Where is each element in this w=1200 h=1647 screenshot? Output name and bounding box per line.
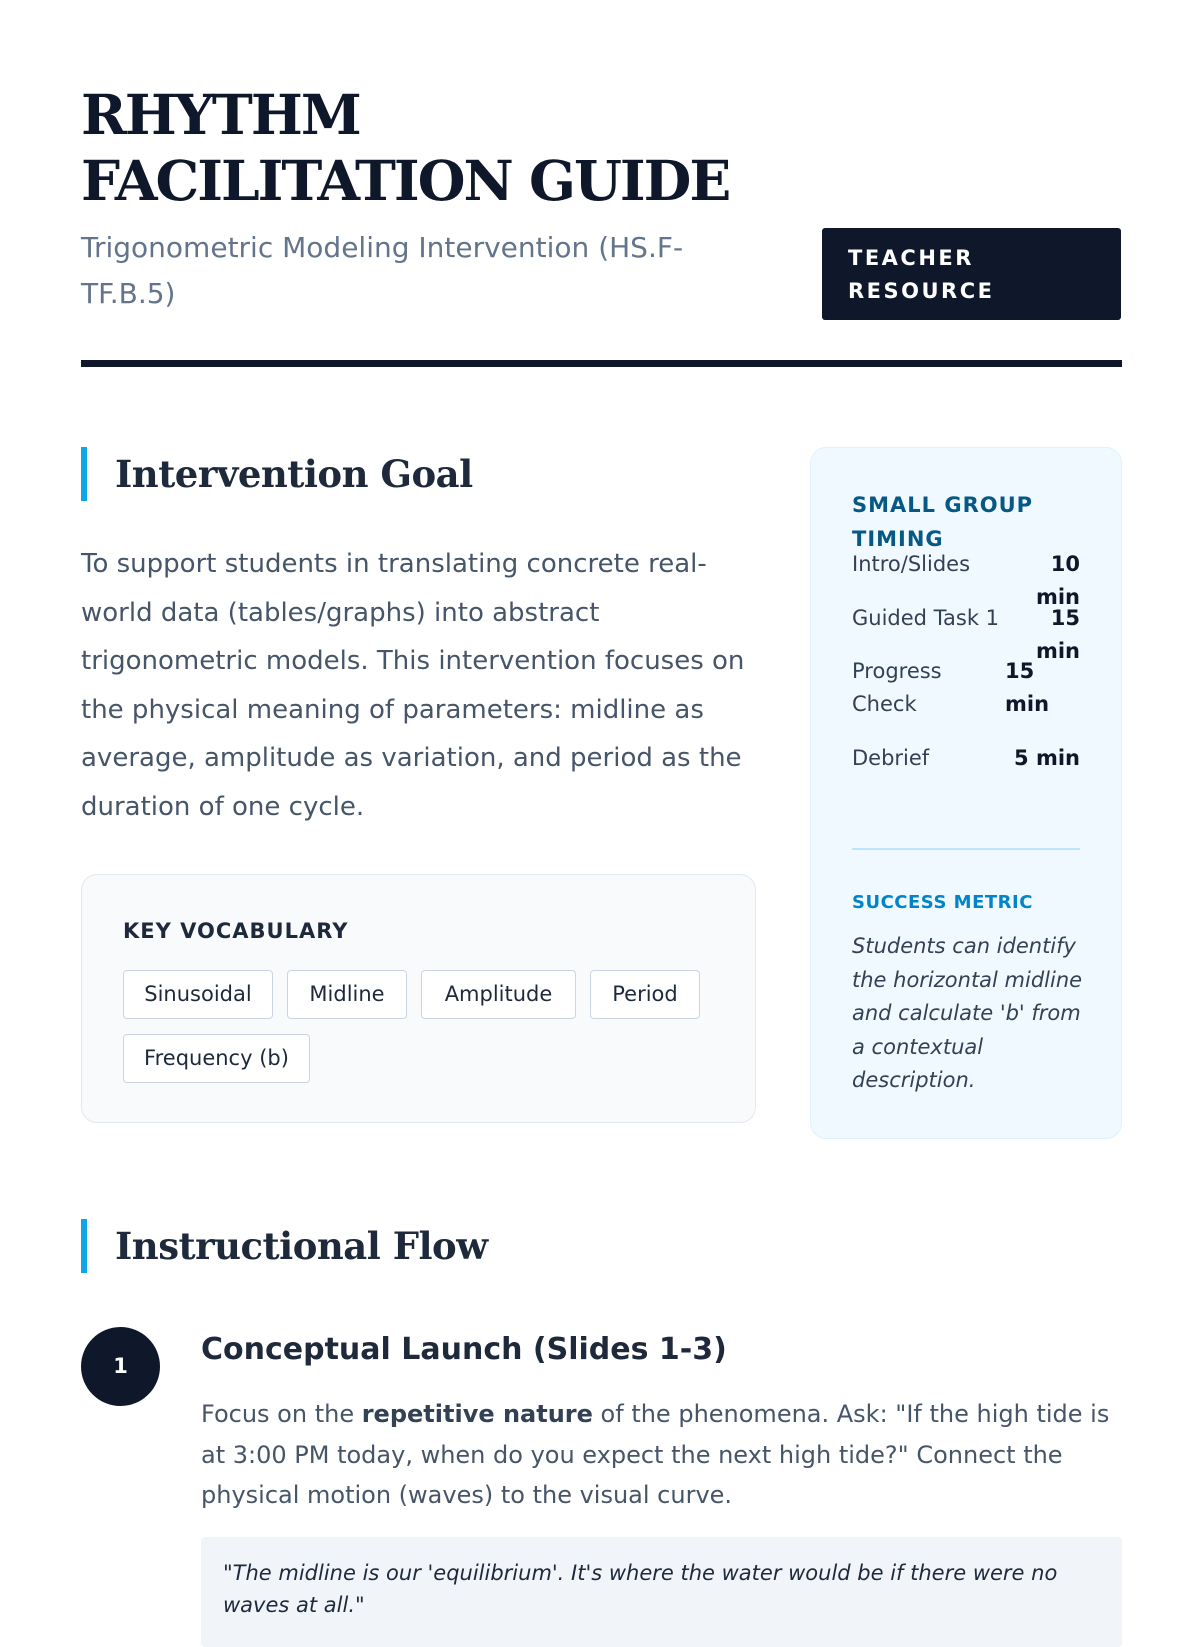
step-quote: "The midline is our 'equilibrium'. It's where the water would be if there were no waves at all." [201, 1537, 1122, 1647]
timing-value-debrief: 5 min [1014, 746, 1080, 770]
instructional-flow-heading: Instructional Flow [81, 1219, 781, 1273]
step-title: Conceptual Launch (Slides 1-3) [201, 1332, 727, 1367]
vocab-chip-midline: Midline [287, 970, 407, 1019]
timing-value-progress-check: 15 min [1005, 659, 1050, 716]
step-text-start: Focus on the [201, 1400, 362, 1428]
success-metric-title: SUCCESS METRIC [852, 892, 1033, 913]
step-text-emphasis: repetitive nature [361, 1400, 593, 1428]
small-group-timing-panel [810, 447, 1122, 1139]
step-text-end: of the phenomena. Ask: "If the high tide is at 3:00 PM today, when do you expect the next high tide?" Connect the physical motion (waves) to the visual curve. [201, 1400, 1110, 1509]
step-number-badge: 1 [81, 1327, 160, 1406]
vocab-chip-frequency: Frequency (b) [123, 1034, 310, 1083]
intervention-goal-heading: Intervention Goal [81, 447, 781, 501]
timing-label-debrief: Debrief [852, 746, 930, 770]
teacher-resource-badge: TEACHER RESOURCE [822, 228, 1121, 320]
key-vocabulary-card [81, 874, 756, 1123]
timing-title: SMALL GROUP TIMING [852, 493, 1034, 551]
success-metric-text: Students can identify the horizontal midline and calculate 'b' from a contextual description. [852, 934, 1083, 1092]
step-description [201, 1394, 1122, 1516]
vocab-chip-period: Period [590, 970, 700, 1019]
timing-divider [852, 848, 1080, 850]
page-subtitle: Trigonometric Modeling Intervention (HS.F-TF.B.5) [81, 231, 684, 310]
timing-value-intro: 10 min [1035, 552, 1080, 609]
timing-label-intro: Intro/Slides [852, 552, 971, 576]
vocab-chip-sinusoidal: Sinusoidal [123, 970, 273, 1019]
timing-label-progress-check: Progress Check [852, 659, 942, 716]
intervention-goal-text: To support students in translating concrete real-world data (tables/graphs) into abstract trigonometric models. This intervention focuses on the physical meaning of parameters: midline as average, amplitude as variation, and period as the duration of one cycle. [81, 549, 745, 822]
timing-label-guided-task: Guided Task 1 [852, 606, 1000, 630]
timing-value-guided-task: 15 min [1035, 606, 1080, 663]
header-divider [81, 360, 1122, 367]
key-vocabulary-title: KEY VOCABULARY [123, 919, 349, 943]
page-title: RHYTHM FACILITATION GUIDE [81, 82, 730, 213]
facilitation-guide-page [81, 0, 1122, 1617]
vocab-chip-amplitude: Amplitude [421, 970, 576, 1019]
